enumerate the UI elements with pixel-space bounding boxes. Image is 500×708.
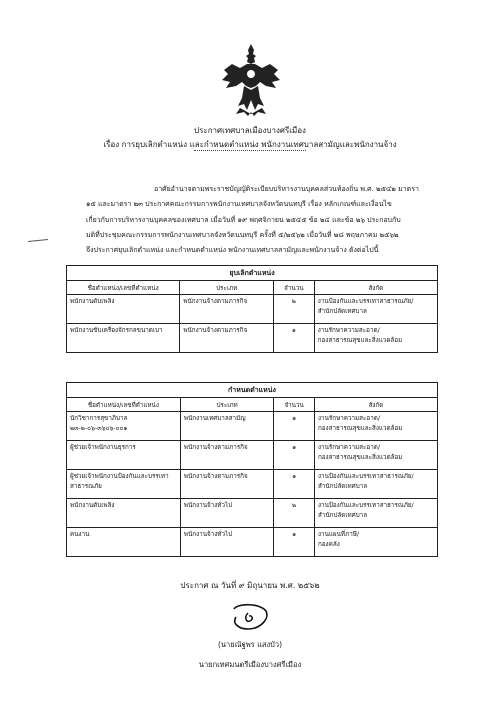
affiliation-cell: งานแผนที่ภาษี/ กองคลัง — [314, 528, 437, 557]
handwritten-signature — [230, 601, 270, 633]
count-cell: ๑ — [274, 324, 315, 353]
col-count-header: จำนวน — [274, 398, 315, 412]
announcement-title: ประกาศเทศบาลเมืองบางศรีเมือง — [194, 126, 306, 135]
margin-mark — [28, 239, 48, 243]
col-affiliation-header: สังกัด — [314, 281, 437, 295]
type-cell: พนักงานจ้างทั่วไป — [180, 528, 273, 557]
affiliation-cell: งานป้องกันและบรรเทาสาธารณภัย/ สำนักปลัดเทศบาล — [314, 470, 437, 499]
type-cell: พนักงานจ้างตามภารกิจ — [180, 470, 273, 499]
affiliation-cell: งานรักษาความสะอาด/ กองสาธารณสุขและสิ่งแวดล้อม — [314, 324, 437, 353]
abolish-table — [66, 265, 438, 353]
position-cell: พนักงานขับเครื่องจักรกลขนาดเบา — [67, 324, 180, 353]
position-cell: คนงาน — [67, 528, 181, 557]
col-type-header: ประเภท — [180, 398, 273, 412]
type-cell: พนักงานเทศบาลสามัญ — [180, 412, 273, 441]
announcement-body — [86, 182, 446, 258]
col-position-header: ชื่อตำแหน่ง/เลขที่ตำแหน่ง — [67, 281, 180, 295]
table-row — [67, 528, 438, 557]
table-row — [67, 499, 438, 528]
abolish-table-heading: ยุบเลิกตำแหน่ง — [67, 266, 438, 281]
col-type-header: ประเภท — [180, 281, 274, 295]
table-row — [67, 412, 438, 441]
body-line: อาศัยอำนาจตามพระราชบัญญัติระเบียบบริหารงานบุคคลส่วนท้องถิ่น พ.ศ. ๒๕๔๒ มาตรา — [154, 185, 419, 193]
count-cell: ๒ — [274, 295, 315, 324]
type-cell: พนักงานจ้างทั่วไป — [180, 499, 273, 528]
body-line: จึงประกาศยุบเลิกตำแหน่ง และกำหนดตำแหน่ง พนักงานเทศบาลสามัญและพนักงานจ้าง ดังต่อไปนี้ — [86, 246, 379, 255]
signer-name: (นายณัฐพร แสงบัว) — [217, 640, 283, 649]
table-row — [67, 441, 438, 470]
position-cell: นักวิชาการสุขาภิบาล ๒๓-๒-๐๖-๓๖๐๖-๐๐๑ — [67, 412, 181, 441]
position-cell: พนักงานดับเพลิง — [67, 499, 181, 528]
count-cell: ๑ — [274, 528, 315, 557]
type-cell: พนักงานจ้างตามภารกิจ — [180, 441, 273, 470]
garuda-emblem-icon — [220, 42, 282, 120]
body-line: เกี่ยวกับการบริหารงานบุคคลของเทศบาล เมื่อวันที่ ๑๙ พฤศจิกายน ๒๕๔๕ ข้อ ๒๔ และข้อ ๒๖ ประกอบกับ — [86, 215, 401, 224]
col-count-header: จำนวน — [274, 281, 315, 295]
affiliation-cell: งานรักษาความสะอาด/ กองสาธารณสุขและสิ่งแวดล้อม — [314, 412, 437, 441]
col-position-header: ชื่อตำแหน่ง/เลขที่ตำแหน่ง — [67, 398, 181, 412]
type-cell: พนักงานจ้างตามภารกิจ — [180, 324, 274, 353]
announcement-date: ประกาศ ณ วันที่ ๙ มิถุนายน พ.ศ. ๒๕๖๒ — [180, 581, 320, 590]
count-cell: ๑ — [274, 441, 315, 470]
announcement-subject: เรื่อง การยุบเลิกตำแหน่ง และกำหนดตำแหน่ง พนักงานเทศบาลสามัญและพนักงานจ้าง — [103, 140, 397, 149]
count-cell: ๑ — [274, 412, 315, 441]
body-line: มติที่ประชุมคณะกรรมการพนักงานเทศบาลจังหวัดนนทบุรี ครั้งที่ ๕/๒๕๖๒ เมื่อวันที่ ๒๘ พฤษภาคม ๒๕๖๒ — [86, 230, 399, 239]
signer-position: นายกเทศมนตรีเมืองบางศรีเมือง — [198, 660, 302, 669]
affiliation-cell: งานป้องกันและบรรเทาสาธารณภัย/ สำนักปลัดเทศบาล — [314, 295, 437, 324]
affiliation-cell: งานป้องกันและบรรเทาสาธารณภัย/ สำนักปลัดเทศบาล — [314, 499, 437, 528]
affiliation-cell: งานรักษาความสะอาด/ กองสาธารณสุขและสิ่งแวดล้อม — [314, 441, 437, 470]
count-cell: ๑ — [274, 470, 315, 499]
table-row — [67, 470, 438, 499]
type-cell: พนักงานจ้างตามภารกิจ — [180, 295, 274, 324]
table-row — [67, 324, 438, 353]
count-cell: ๒ — [274, 499, 315, 528]
define-table — [66, 382, 438, 557]
body-line: ๑๕ และมาตรา ๒๓ ประกาศคณะกรรมการพนักงานเทศบาลจังหวัดนนทบุรี เรื่อง หลักเกณฑ์และเงื่อนไข — [86, 200, 392, 209]
col-affiliation-header: สังกัด — [314, 398, 437, 412]
position-cell: พนักงานดับเพลิง — [67, 295, 180, 324]
table-row — [67, 295, 438, 324]
define-table-heading: กำหนดตำแหน่ง — [67, 383, 438, 398]
position-cell: ผู้ช่วยเจ้าพนักงานธุรการ — [67, 441, 181, 470]
position-cell: ผู้ช่วยเจ้าพนักงานป้องกันและบรรเทา สาธารณภัย — [67, 470, 181, 499]
title-divider — [194, 150, 306, 151]
